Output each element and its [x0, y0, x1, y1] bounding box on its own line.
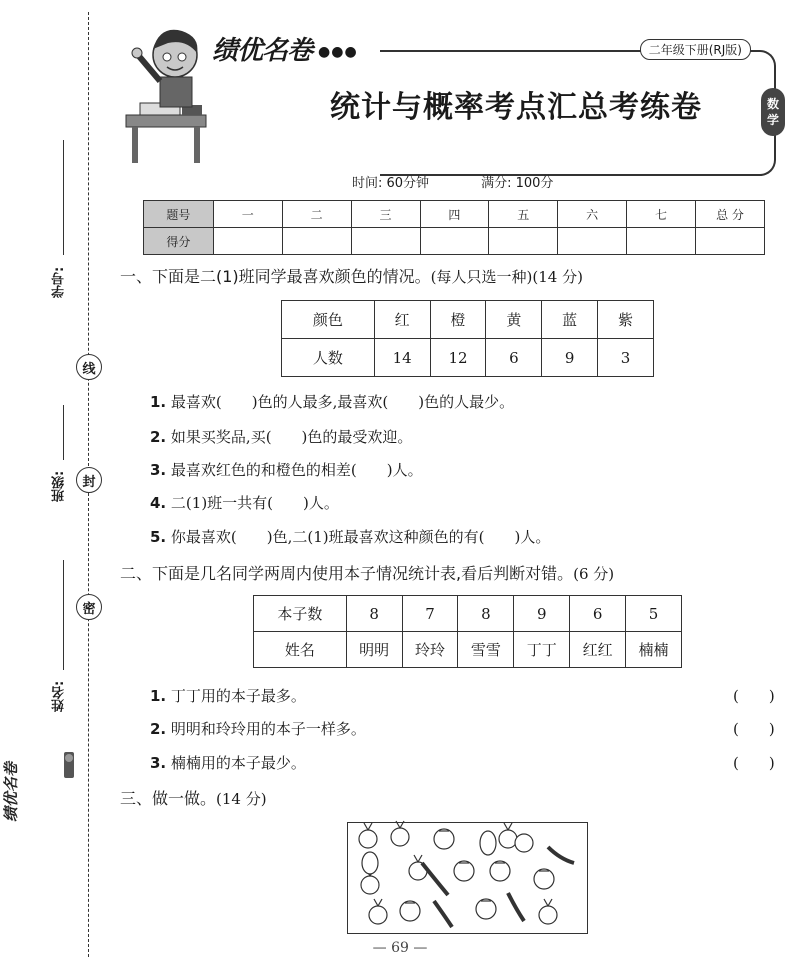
- count-cell: 6: [486, 339, 542, 377]
- score-col: 六: [558, 201, 627, 228]
- question-number-label: 题号: [144, 201, 214, 228]
- notebook-count-label: 本子数: [254, 596, 347, 632]
- question-text: 如果买奖品,买( )色的最受欢迎。: [170, 428, 413, 446]
- vegetable-picture-box: [347, 822, 588, 934]
- section-1-heading: [120, 264, 583, 287]
- name-line[interactable]: [63, 560, 64, 670]
- question-text: 你最喜欢( )色,二(1)班最喜欢这种颜色的有( )人。: [170, 528, 551, 546]
- tomato-icon: [515, 834, 533, 852]
- question-text: 最喜欢( )色的人最多,最喜欢( )色的人最少。: [170, 393, 515, 411]
- question-number: 2.: [150, 428, 167, 446]
- exam-meta: [352, 172, 605, 191]
- student-name-cell: 楠楠: [626, 632, 682, 668]
- score-cell[interactable]: [489, 228, 558, 255]
- page-title: 统计与概率考点汇总考练卷: [330, 90, 702, 125]
- notebook-count-cell: 8: [346, 596, 402, 632]
- question-text: 最喜欢红色的和橙色的相差( )人。: [170, 461, 423, 479]
- radish-icon: [391, 821, 409, 846]
- svg-text:绩优名卷: 绩优名卷: [2, 761, 20, 822]
- count-row: [282, 339, 654, 377]
- question-text: 丁丁用的本子最多。: [170, 687, 306, 705]
- notebook-count-cell: 5: [626, 596, 682, 632]
- score-col: 七: [627, 201, 696, 228]
- question-1-5: [150, 526, 550, 547]
- eggplant-icon: [480, 831, 496, 855]
- notebook-count-row: [254, 596, 682, 632]
- section-3-note: (14 分): [216, 790, 267, 808]
- exam-time: 时间: 60分钟: [352, 176, 430, 191]
- color-cell: 紫: [598, 301, 654, 339]
- question-1-4: [150, 492, 339, 513]
- score-cell[interactable]: [351, 228, 420, 255]
- question-1-3: [150, 459, 423, 480]
- notebook-count-cell: 9: [514, 596, 570, 632]
- score-cell[interactable]: [627, 228, 696, 255]
- section-2-note: (6 分): [573, 565, 615, 583]
- pepper-icon: [548, 847, 574, 863]
- student-id-line[interactable]: [63, 140, 64, 255]
- section-3-heading: [120, 786, 267, 809]
- tomato-icon: [434, 829, 454, 849]
- name-label: 姓名:: [52, 680, 67, 712]
- student-name-cell: 丁丁: [514, 632, 570, 668]
- question-number: 1.: [150, 687, 167, 705]
- score-col: 五: [489, 201, 558, 228]
- judge-mark-2[interactable]: ( ): [733, 720, 775, 738]
- exam-full-score: 满分: 100分: [481, 176, 554, 191]
- count-header-label: 人数: [282, 339, 375, 377]
- section-3-title: 三、做一做。: [120, 789, 217, 808]
- score-cell[interactable]: [282, 228, 351, 255]
- judge-question-3: [150, 752, 306, 773]
- brand-name: 绩优名卷 ●●●: [212, 36, 358, 66]
- judge-question-2: [150, 718, 366, 739]
- score-cell-total[interactable]: [696, 228, 765, 255]
- question-number: 1.: [150, 393, 167, 411]
- color-table: [281, 300, 654, 377]
- color-cell: 蓝: [542, 301, 598, 339]
- question-text: 楠楠用的本子最少。: [170, 754, 306, 772]
- page-header: [120, 10, 785, 170]
- question-number: 4.: [150, 494, 167, 512]
- grade-tag: 二年级下册(RJ版): [640, 39, 751, 60]
- question-text: 二(1)班一共有( )人。: [170, 494, 339, 512]
- student-id-label: 学号:: [52, 266, 67, 298]
- color-cell: 红: [374, 301, 430, 339]
- color-row: [282, 301, 654, 339]
- question-1-2: [150, 426, 412, 447]
- subject-char-2: 学: [766, 113, 779, 127]
- notebook-table: [253, 595, 682, 668]
- notebook-name-label: 姓名: [254, 632, 347, 668]
- student-name-cell: 玲玲: [402, 632, 458, 668]
- radish-icon: [369, 899, 387, 924]
- score-col: 三: [351, 201, 420, 228]
- pepper-icon: [508, 893, 524, 921]
- radish-icon: [359, 823, 377, 848]
- score-table: [143, 200, 765, 255]
- pepper-icon: [434, 901, 452, 927]
- class-line[interactable]: [63, 405, 64, 460]
- subject-badge: [761, 88, 785, 136]
- notebook-name-row: [254, 632, 682, 668]
- student-mascot-icon: [120, 15, 220, 165]
- student-name-cell: 雪雪: [458, 632, 514, 668]
- tomato-icon: [454, 861, 474, 881]
- question-number: 5.: [150, 528, 167, 546]
- judge-mark-3[interactable]: ( ): [733, 754, 775, 772]
- score-col-total: 总 分: [696, 201, 765, 228]
- notebook-count-cell: 7: [402, 596, 458, 632]
- page-number: — 69 —: [372, 940, 428, 956]
- brand-logo-icon: [2, 752, 80, 862]
- color-header-label: 颜色: [282, 301, 375, 339]
- score-label: 得分: [144, 228, 214, 255]
- question-number: 3.: [150, 461, 167, 479]
- tomato-icon: [400, 901, 420, 921]
- tomato-icon: [490, 861, 510, 881]
- score-value-row: [144, 228, 765, 255]
- score-header-row: [144, 201, 765, 228]
- tomato-icon: [534, 869, 554, 889]
- section-2-heading: [120, 561, 614, 584]
- notebook-count-cell: 6: [570, 596, 626, 632]
- question-number: 3.: [150, 754, 167, 772]
- binding-margin: [0, 0, 110, 979]
- color-cell: 橙: [430, 301, 486, 339]
- tomato-icon: [476, 899, 496, 919]
- count-cell: 12: [430, 339, 486, 377]
- color-cell: 黄: [486, 301, 542, 339]
- score-cell[interactable]: [213, 228, 282, 255]
- seal-seal: 封: [76, 467, 102, 493]
- radish-icon: [499, 823, 517, 848]
- score-cell[interactable]: [420, 228, 489, 255]
- seal-secret: 密: [76, 594, 102, 620]
- score-col: 一: [213, 201, 282, 228]
- pepper-icon: [422, 863, 448, 895]
- vegetables-illustration: [348, 823, 586, 932]
- radish-icon: [539, 899, 557, 924]
- student-name-cell: 明明: [346, 632, 402, 668]
- subject-char-1: 数: [766, 97, 779, 111]
- section-1-note: (每人只选一种)(14 分): [430, 268, 583, 286]
- section-2-title: 二、下面是几名同学两周内使用本子情况统计表,看后判断对错。: [120, 564, 574, 583]
- student-name-cell: 红红: [570, 632, 626, 668]
- seal-line: 线: [76, 354, 102, 380]
- section-1-title: 一、下面是二(1)班同学最喜欢颜色的情况。: [120, 267, 431, 286]
- judge-question-1: [150, 685, 306, 706]
- question-text: 明明和玲玲用的本子一样多。: [170, 720, 366, 738]
- class-label: 班级:: [52, 470, 67, 502]
- count-cell: 9: [542, 339, 598, 377]
- score-cell[interactable]: [558, 228, 627, 255]
- question-number: 2.: [150, 720, 167, 738]
- count-cell: 14: [374, 339, 430, 377]
- score-col: 四: [420, 201, 489, 228]
- count-cell: 3: [598, 339, 654, 377]
- notebook-count-cell: 8: [458, 596, 514, 632]
- judge-mark-1[interactable]: ( ): [733, 687, 775, 705]
- eggplant-icon: [362, 852, 378, 874]
- score-col: 二: [282, 201, 351, 228]
- question-1-1: [150, 391, 514, 412]
